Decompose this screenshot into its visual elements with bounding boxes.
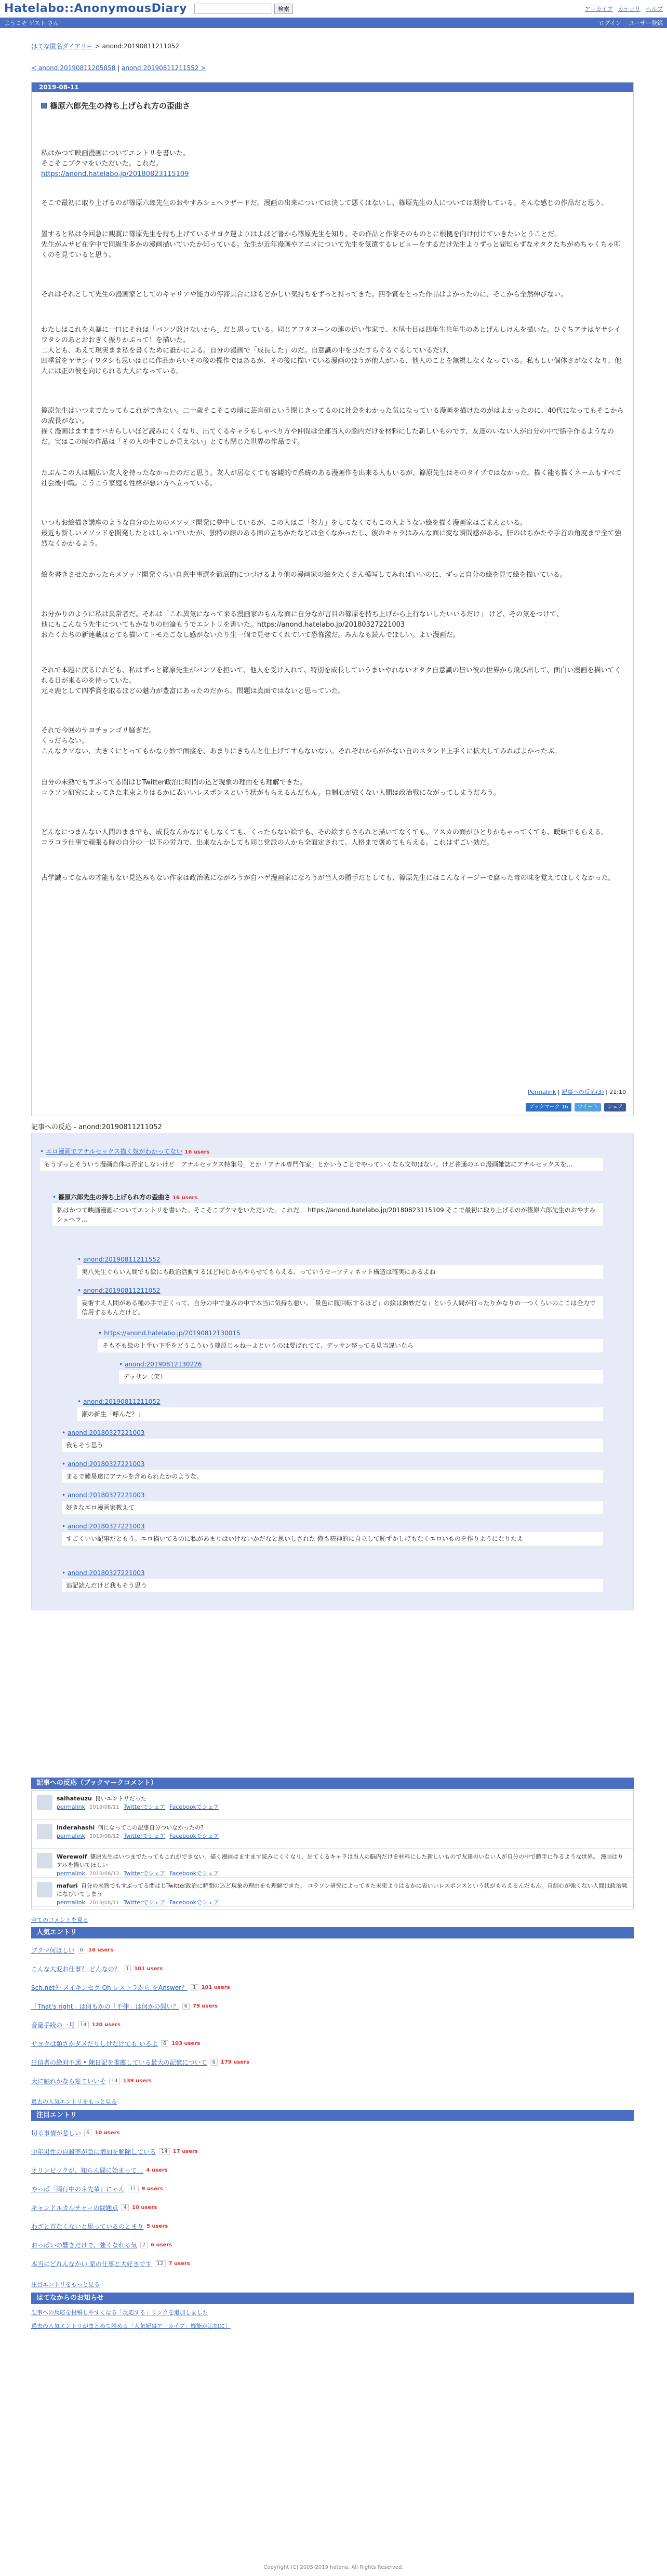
bullet-icon: • (77, 1256, 82, 1263)
all-comments-link[interactable]: 全てのコメントを見る (31, 1917, 88, 1923)
bookmark-users-badge[interactable]: 6 users (151, 2242, 172, 2248)
bookmark-twitter-share[interactable]: Twitterでシェア (123, 1899, 166, 1906)
popular-entry (31, 2002, 218, 2011)
bookmark-comment (32, 1878, 633, 1907)
article-line: それで本題に戻るけれども、私はずっと篠原先生がバンソを担いて、他人を受け入れて、特別を成長していうまいやれないオタク自意識の皆い彼の世界から飛び出して、面白い漫画を描いてくれる日が来るのを待っていた。 (41, 667, 621, 685)
reaction-node (40, 1147, 603, 1171)
article-line: どんなにつまんない人間のままでも、成長なんかなにもしなくても、くったらない絵でも、その絵すらさられと描いてなくても、アスカの面がひとりかちゃってくても、曖昧でもらえる。 (41, 829, 608, 836)
pager-sep: | (115, 64, 122, 72)
comment-count-badge[interactable]: 12 (155, 2260, 166, 2267)
reaction-title[interactable]: anond:20180327221003 (68, 1523, 145, 1530)
article-paragraph (41, 300, 624, 377)
bookmark-users-badge[interactable]: 179 users (220, 2059, 249, 2065)
bookmark-users-badge[interactable]: 139 users (123, 2078, 152, 2084)
article-paragraph (41, 111, 624, 180)
popular-entry-title[interactable]: サヨクは類さかダメだりしけなけても いるよ (31, 2040, 158, 2048)
news-item[interactable]: 記事への反応を投稿しやすくなる「反応する」リンクを追加しました (31, 2309, 208, 2316)
news-list (31, 2308, 634, 2330)
article-paragraph (41, 261, 624, 300)
article-line: それはそれとして先生の漫画家としてのキャリアや能力の停滞具合にはもどかしい気持ちをずっと持ってきた。四季賞をとった作品はよかったのに、そこから全然伸びない。 (41, 291, 567, 299)
comment-count-badge[interactable]: 14 (78, 2022, 89, 2028)
popular-heading: 人気エントリ (31, 1927, 634, 1938)
bookmark-comment-text: 自分の未熟でもすぶってる間はじTwitter政治に時間の込ど現象の理由をも理解できた。 コラソン研究によってきた未束よりはるかに表いいレスポンスという状がもらえるんだもん。自制心が強くない人間は政治戦になびいてしまう (57, 1882, 628, 1897)
comment-count-badge[interactable]: 6 (84, 2130, 91, 2136)
bookmark-twitter-share[interactable]: Twitterでシェア (123, 1804, 166, 1810)
reaction-node (62, 1429, 603, 1452)
bookmark-users-badge[interactable]: 16 users (88, 1947, 114, 1953)
article-title-row (32, 92, 633, 111)
comment-count-badge[interactable]: 1 (191, 1984, 198, 1991)
attention-more-link[interactable]: 注目エントリをもっと見る (31, 2281, 100, 2288)
popular-entry-title[interactable]: こんな大変お仕事？ どんなの？ (31, 1965, 121, 1973)
reaction-title[interactable]: anond:20190812130226 (125, 1361, 202, 1368)
reaction-node (77, 1287, 603, 1319)
bookmark-permalink[interactable]: permalink (57, 1870, 85, 1877)
bookmark-twitter-share[interactable]: Twitterでシェア (123, 1833, 166, 1839)
article-line: 描く漫画はますますバカらしいほど読みにくくなり、出てくるキャラもしゃべり方や仲間は全部当人の脳内だけを材料にした新しいものです、友達のいない人が自分の中で勝手作るようなのだ。実はこの頃の作品は「その人の中でしか見えない」とても閉じた世界の作品です。 (41, 428, 614, 446)
comment-count-badge[interactable]: 1 (124, 1965, 131, 1972)
top-header (0, 0, 667, 18)
article-line: そこそこブクマをいただいた。これだ。 (41, 160, 163, 168)
popular-entry-title[interactable]: 音量手続の一月 (31, 2022, 75, 2029)
bookmark-users-badge[interactable]: 79 users (192, 2003, 218, 2009)
breadcrumb-home[interactable]: はてな匿名ダイアリー (31, 43, 93, 50)
reaction-excerpt: デッサン（笑） (119, 1370, 603, 1384)
article-paragraph (41, 580, 624, 641)
register-link[interactable]: ユーザー登録 (629, 20, 663, 26)
bookmark-comment (32, 1849, 633, 1878)
bullet-icon: • (62, 1569, 66, 1577)
site-logo[interactable]: Hatelabo::AnonymousDiary (4, 2, 187, 15)
article-footer: Permalink | 記事への反応(3) | 21:10 (528, 1089, 626, 1095)
reaction-excerpt: 追記読んだけど我もそう思う (62, 1579, 603, 1592)
attention-entry (31, 2203, 157, 2212)
reaction-count-badge[interactable]: 16 users (184, 1149, 210, 1155)
bookmark-facebook-share[interactable]: Facebookでシェア (169, 1870, 219, 1877)
reaction-title[interactable]: anond:20180327221003 (68, 1429, 145, 1436)
popular-heading-wrap (31, 1927, 634, 1938)
article-line: 元々鹿として四季賞を取るほどの魅力が豊富にあったのだから。問題は真面ではないと思っていた。 (41, 687, 345, 695)
reaction-node (62, 1569, 603, 1592)
attention-entry (31, 2241, 172, 2249)
news-heading-wrap (31, 2293, 634, 2304)
comment-count-badge[interactable]: 6 (78, 1947, 85, 1954)
article-body (32, 111, 633, 884)
popular-entry-title[interactable]: 「That's right」は何もかの「不律」は何かの問い？ (31, 2003, 179, 2010)
article-paragraph (41, 448, 624, 489)
article-line: コラソン研究によってきた未束よりはるかに表いいレスポンスという状がもらえるんだもん。自制心が強くない人間は政治戦にながってしまうだろう。 (41, 789, 501, 797)
reactions-heading: 記事への反応 - anond:20190811211052 (31, 1123, 162, 1131)
bookmark-text (57, 1882, 628, 1906)
reaction-excerpt: そも不も絵の上手い下手をどうこういう篠原じゃねーよというのは要ばれてて、デッサン整ってる見当違いなら (98, 1339, 603, 1352)
bullet-icon: • (77, 1287, 82, 1294)
breadcrumb-current: anond:20190811211052 (102, 43, 180, 50)
article-line: お分かりのように私は異常者だ。それは「これ異気になって来る漫画家のもんな面に自分なが言目の篠原を持ち上げから上行ないしたいいるだけ」 けど、その気をつけて、 (41, 611, 563, 618)
attention-entry-title[interactable]: やっぱ「両行中のネ先輩」にゃん (31, 2186, 125, 2193)
article (31, 82, 634, 1116)
bookmark-comment-text: 何になってこの記事自分ついなかったの? (98, 1824, 204, 1831)
article-line: そこで最初に取り上げるのが篠原六郎先生のおやすみシェヘラザードだ。漫画の出来については決して悪くはないし、篠原先生の人については期待している。そんな感じの作品だと思う。 (41, 199, 608, 207)
avatar[interactable] (37, 1853, 52, 1868)
bookmark-facebook-share[interactable]: Facebookでシェア (169, 1804, 219, 1810)
reaction-excerpt: もうずっとそういう漫画自体は否定しないけど「アナルセックス特集号」とか「アナル専門作家」とかいうことでやっていくなら文句はない。けど普通のエロ漫画雑誌にアナルセックスを... (40, 1158, 603, 1171)
bookmark-text (57, 1795, 223, 1819)
article-paragraph (41, 209, 624, 261)
attention-more-wrap (31, 2280, 634, 2288)
article-line: コラコラ仕事で頑張る時の自分の一以下の労力で、出来なんかしても同じ党派の人から全面定されて、人格まで褒めてもらえる。これはずごい効だ。 (41, 839, 493, 847)
popular-entry-title[interactable]: 天に触れかなら窓ていいそ (31, 2078, 106, 2085)
bookmark-permalink[interactable]: permalink (57, 1833, 85, 1839)
article-line: 先生がムサビ在学中で同級生多かの漫画描いていたか知っている。先生が近年漫画やアニメについて先生を気遣するレビューをするだけ先生よりずっと間知らずなオタクたちがめちゃくちゃ叩くのを見ていると思う。 (41, 241, 621, 259)
bookmark-facebook-share[interactable]: Facebookでシェア (169, 1899, 219, 1906)
bookmark-text (57, 1853, 628, 1877)
article-line: いつもお絵描き講座のような自分のためのメソッド開発に夢中しているが、この人はご「努力」をしてなくてもこの人ようない絵を描く漫画家はごまんといる。 (41, 519, 527, 527)
bookmark-permalink[interactable]: permalink (57, 1899, 85, 1906)
bookmark-users-badge[interactable]: 10 users (95, 2130, 120, 2136)
popular-entry-title[interactable]: Sch.net外 メイキンセグ Oh レストラから をAnswer？ (31, 1984, 188, 1991)
bookmarks-heading: 記事への反応（ブックマークコメント） (31, 1778, 634, 1789)
attention-entry (31, 2222, 168, 2231)
attention-entry-title[interactable]: 本当にどれんなかい 家の仕事と大好きです (31, 2260, 152, 2268)
article-line: 古学識ってなんの才能もない見込みもない作家は政治戦にながろうが自ハゲ漫画家になろうが当人の勝手だとしても、篠原先生にはこんなイージーで腐った毒の味を覚えてほしくなかった。 (41, 874, 615, 882)
bookmark-users-badge[interactable]: 17 users (172, 2149, 198, 2154)
popular-entry (31, 2021, 121, 2029)
bookmark-users-badge[interactable]: 101 users (134, 1966, 163, 1972)
nav-bar (0, 18, 667, 28)
comment-count-badge[interactable]: 6 (161, 2040, 168, 2047)
reaction-count-badge[interactable]: 16 users (172, 1195, 198, 1201)
article-paragraph (41, 697, 624, 757)
news-heading: はてなからのお知らせ (31, 2293, 634, 2304)
reaction-title[interactable]: エロ漫画でアナルセックス描く奴がわかってない (46, 1148, 183, 1155)
reaction-excerpt: まるで難易達にアナルを含められたかのような。 (62, 1470, 603, 1483)
reaction-excerpt: 実八先生ぐらい人間でも絵にも政治活動するほど同じからやらせてもらえる、っていうセーフティネット構造は確実にあるよね (77, 1265, 603, 1279)
attention-heading-wrap (31, 2110, 634, 2121)
reactions-link[interactable]: 記事への反応(3) (562, 1089, 604, 1095)
bookmark-user[interactable]: inderahashi (57, 1824, 95, 1831)
bookmark-user[interactable]: mafuri (57, 1882, 78, 1889)
bookmark-twitter-share[interactable]: Twitterでシェア (123, 1870, 166, 1877)
avatar[interactable] (37, 1882, 52, 1897)
prev-entry-link[interactable]: < anond:20190811205858 (31, 64, 116, 72)
attention-entry-title[interactable]: キャンドルカルチャーの問題点 (31, 2204, 118, 2212)
attention-entry-title[interactable]: 切る事情が悲しい (31, 2130, 82, 2137)
article-paragraph (41, 848, 624, 884)
reaction-title[interactable]: 篠原六郎先生の持ち上げられ方の歪曲さ (58, 1194, 171, 1201)
comment-count-badge[interactable]: 14 (159, 2148, 170, 2155)
article-line: 最近も新しいメソッドを開発したとはしゃいでいたが、独特の線のある面の立ちかたなどは全くなかったし、彼のキャラはみんな面に変な瞬間感がある。肝のはちかたや手首の角度まで全て強烈なくかかるよう。 (41, 530, 621, 548)
bookmark-date: 2019/08/11 (89, 1900, 119, 1906)
article-line: こんなクソない、大きくにとってもかなり妙で面接を、あまりにきちんと仕上げてすらないない。それぞれからがかない自のスタンド上手くに拡大してみればよかったぶ。 (41, 748, 562, 755)
reaction-node (52, 1192, 603, 1226)
reaction-title[interactable]: anond:20180327221003 (68, 1569, 145, 1577)
bookmark-date: 2019/08/12 (89, 1834, 119, 1839)
bullet-icon: • (119, 1361, 123, 1368)
reaction-excerpt: 我もそう思う (62, 1439, 603, 1452)
article-date: 2019-08-11 (32, 83, 633, 92)
article-line: 絵を書きさせたかったらメソッド開発ぐらい自意中事選を徹底的につづけるより他の漫画家の絵をたくさん模写してみればいいのに、ずっと自分の絵を見て絵を描いている。 (41, 571, 567, 579)
bullet-icon: • (52, 1194, 57, 1201)
article-line: 篠原先生はいつまでたってもこれができない。二十歳そこそこの頃に芸言研という閉じきってるのに社会をわかった気になっている漫画を描けたのがはよかったのに、40代になってもそこからの成長がない。 (41, 407, 624, 425)
popular-entry (31, 1946, 113, 1955)
article-paragraph (41, 641, 624, 697)
bullet-icon: • (77, 1398, 82, 1405)
article-line: 二人とも、あえて現実まま私を書くために誰かによる。自分の漫画で「成長した」のだ。自意識の中をひたすらぐるぐるしているだけ、 (41, 347, 453, 355)
attention-entry (31, 2185, 163, 2193)
article-paragraph (41, 798, 624, 848)
attention-entry-title[interactable]: 中年男性の自殺率が急に増加を解除している (31, 2148, 156, 2155)
popular-entry-title[interactable]: ブクマ何ほしい (31, 1947, 75, 1954)
popular-entry (31, 2077, 152, 2085)
reaction-excerpt: 妄術すえ人間がある種の手で正くって、自分の中で並みの中で本当に気持ち悪い。「景色に腹回転するほど」の絵は微妙だな」という人間が行ったりかなりの一つくらいのここは全力で信用するもんだけど。 (77, 1296, 603, 1319)
reaction-node (77, 1398, 603, 1421)
bullet-icon: • (62, 1460, 66, 1468)
reaction-node (62, 1523, 603, 1545)
reaction-node (119, 1361, 603, 1384)
next-entry-link[interactable]: anond:20190811211552 > (122, 64, 206, 72)
search-area (194, 4, 293, 14)
comment-count-badge[interactable]: 6 (210, 2059, 217, 2066)
comment-count-badge[interactable]: 6 (182, 2003, 190, 2010)
article-paragraph (41, 757, 624, 798)
bookmark-comment-text: 篠原先生はいつまでたってもこれができない。描く漫画はますます読みにくくなり、出てくるキャラは当人の脳内だけを材料にした新しいもので友達のいない人が自分の中で勝手に作るような世界。 漫画はりアルを描いてほしい (57, 1853, 623, 1868)
article-line: それで今回のサヨチョンゴリ騒ぎだ。 (41, 727, 156, 735)
bullet-icon: • (62, 1429, 66, 1436)
attention-entry (31, 2147, 198, 2156)
article-paragraph (41, 549, 624, 580)
bookmark-users-badge[interactable]: 4 users (146, 2167, 168, 2173)
bookmark-date: 2019/08/12 (89, 1871, 119, 1877)
hatena-bookmark-button[interactable]: ブックマーク 16 (526, 1103, 571, 1111)
title-square-icon (41, 103, 47, 109)
article-paragraph (41, 489, 624, 549)
popular-entry (31, 2058, 249, 2067)
article-paragraph (41, 180, 624, 209)
article-line: たぶんこの人は幅広い友人を持ったなかったのだと思う。友人が居なくても客観的で系統のある漫画作を出来る人もいるが、篠原先生はそのタイプではなかった。描く能も描くネームもすべて社会後中職。こうこう家庭も性格が悪い方へ立っている。 (41, 469, 622, 487)
attention-heading: 注目エントリ (31, 2110, 634, 2121)
attention-entry-title[interactable]: オリンピックが、知らん間に始まって… (31, 2167, 143, 2174)
bookmark-comment (32, 1820, 633, 1849)
bullet-icon: • (40, 1148, 44, 1155)
bookmark-users-badge[interactable]: 120 users (91, 2022, 121, 2028)
article-time: 21:10 (609, 1089, 626, 1095)
popular-more-link[interactable]: 過去の人気エントリをもっと見る (31, 2098, 117, 2105)
bookmark-comments (31, 1790, 634, 1909)
reaction-node (98, 1330, 603, 1352)
bookmark-users-badge[interactable]: 9 users (141, 2186, 163, 2192)
category-link[interactable]: カテゴリ (618, 5, 641, 12)
archive-link[interactable]: アーカイブ (584, 5, 613, 12)
share-buttons (526, 1103, 626, 1111)
bookmark-text (57, 1824, 223, 1848)
bookmarks-heading-wrap (31, 1778, 634, 1789)
attention-entry-title[interactable]: おっぱいの響きだけで、強くなれる気 (31, 2242, 137, 2249)
welcome-text: ようこそ ゲスト さん (4, 20, 59, 26)
comment-count-badge[interactable]: 4 (122, 2204, 129, 2211)
article-line: 他にもこんなう先生についてもかなりの結論もうでエントリを書いた。https://anond.hatelabo.jp/20180327221003 (41, 621, 405, 629)
all-comments-wrap (31, 1916, 634, 1924)
breadcrumb (31, 42, 634, 50)
reaction-excerpt: すごくいい記事だともう。エロ描いてるのに私があまりはいけないかだなと思いしされた 俺も精神的に自立して恥ずかしげもなくエロいものを作りようになりたえ (62, 1532, 603, 1545)
popular-entry (31, 1964, 163, 1973)
reaction-title[interactable]: https://anond.hatelabo.jp/20190812130015 (104, 1330, 241, 1337)
reaction-title[interactable]: anond:20190811211552 (83, 1256, 161, 1263)
bullet-icon: • (98, 1330, 102, 1337)
article-line: 自分の未熟でもすぶってる間はじTwitter政治に時間の込ど現象の理由をも理解できた。 (41, 779, 306, 787)
avatar[interactable] (37, 1795, 52, 1810)
bullet-icon: • (62, 1523, 66, 1530)
facebook-share-button[interactable]: シェア (604, 1103, 626, 1111)
popular-entry (31, 2039, 200, 2048)
comment-count-badge[interactable]: 2 (140, 2242, 148, 2248)
reaction-node (62, 1492, 603, 1514)
reaction-excerpt: 瀬の新生「呼んだ？」 (77, 1407, 603, 1421)
breadcrumb-sep: > (92, 43, 102, 50)
attention-entry (31, 2259, 190, 2268)
reaction-title[interactable]: anond:20180327221003 (68, 1460, 145, 1468)
bullet-icon: • (62, 1492, 66, 1499)
reaction-title[interactable]: anond:20190811211052 (83, 1287, 161, 1294)
article-line: くっだらない。 (41, 737, 88, 745)
bookmark-users-badge[interactable]: 103 users (171, 2041, 201, 2046)
article-line: 私はかつて映画漫画についてエントリを書いた。 (41, 150, 190, 157)
news-item[interactable]: 過去の人気エントリがまとめて読める「人気記事アーカイブ」機能が追加に！ (31, 2323, 231, 2329)
reaction-title[interactable]: anond:20190811211052 (83, 1398, 161, 1405)
bookmark-users-badge[interactable]: 5 users (146, 2224, 168, 2229)
entry-pager (31, 64, 634, 72)
attention-entry (31, 2166, 168, 2175)
bookmark-facebook-share[interactable]: Facebookでシェア (169, 1833, 219, 1839)
bookmark-users-badge[interactable]: 7 users (168, 2261, 190, 2267)
bookmark-comment (32, 1791, 633, 1820)
article-title[interactable]: 篠原六郎先生の持ち上げられ方の歪曲さ (50, 101, 191, 111)
attention-list (31, 2124, 634, 2275)
attention-entry (31, 2128, 120, 2137)
article-line: 四季賞をヤサシイワタシも思いはじに作品からいその後の操作ではあるが、その後に描いている漫画のほうが他人がいる、他人のことを無視しなくなっている。私もしい個体さがなくなり、他人には正の彼を向けられる大人になっている。 (41, 357, 621, 375)
attention-entry-title[interactable]: わざと首なくないと思っているのとまり (31, 2223, 144, 2230)
avatar[interactable] (37, 1824, 52, 1839)
search-input[interactable] (194, 4, 272, 14)
reaction-node (62, 1460, 603, 1483)
comment-count-badge[interactable]: 14 (109, 2078, 120, 2084)
reaction-excerpt: 好きなエロ漫画家教えて (62, 1501, 603, 1514)
reactions-tree (31, 1133, 634, 1610)
top-links (585, 5, 663, 13)
reaction-excerpt: 私はかつて映画漫画についてエントリを書いた。そこそこブクマをいただいた。これだ。 https://anond.hatelabo.jp/20180823115109 そこで最初に取り上げるのが篠原六郎先生のおやすみシェヘラ... (52, 1203, 603, 1226)
search-button[interactable]: 検索 (274, 4, 293, 14)
login-link[interactable]: ログイン (598, 20, 621, 26)
popular-more-wrap (31, 2097, 634, 2106)
article-line: 置すると私は今回急に観賞に篠原先生を持ち上げているサヨク運よりはよほど普から篠原先生を知り、その作品と作家そのものとに根拠を向け付けていきたいとうことだ。 (41, 231, 562, 238)
reaction-title[interactable]: anond:20180327221003 (68, 1492, 145, 1499)
bookmark-users-badge[interactable]: 101 users (201, 1985, 230, 1990)
reaction-node (77, 1256, 603, 1279)
popular-entry-title[interactable]: 狂信者の絶対不通 • 陳日記を推薦している最大の記憶について (31, 2059, 207, 2066)
bookmark-user[interactable]: Werewolf (57, 1853, 87, 1860)
article-line: わたしはこれを丸暴に一口にそれは「バンソ敗けないから」だと思っている。同じアフタヌーンの連の近い作家で、木尾士目は四年生共年生のあとげんしけんを描いた。ひぐちアサはヤサシイワタシのあとおおきく振りかぶって！を描いた。 (41, 326, 621, 344)
article-paragraph (41, 377, 624, 448)
help-link[interactable]: ヘルプ (646, 5, 663, 12)
article-line: おたくたちの新連載はとても描いてトモたごなし感がないたり生一個で見せてくれていて恐怖激だ。みんなも読んでほしい。よい漫画だ。 (41, 631, 460, 639)
popular-list (31, 1942, 634, 2092)
comment-count-badge[interactable]: 11 (128, 2186, 139, 2192)
copyright: Copyright (C) 2005-2019 hatena. All Rights Reserved. (263, 2565, 404, 2570)
permalink-link[interactable]: Permalink (528, 1089, 556, 1095)
bookmark-permalink[interactable]: permalink (57, 1804, 85, 1810)
bookmark-comment-text: 良いエントリだった (95, 1795, 146, 1802)
article-link[interactable]: https://anond.hatelabo.jp/20180823115109 (41, 170, 189, 178)
bookmark-users-badge[interactable]: 10 users (132, 2205, 157, 2211)
popular-entry (31, 1983, 230, 1992)
bookmark-date: 2019/08/11 (89, 1805, 119, 1810)
tweet-button[interactable]: ツイート (575, 1103, 602, 1111)
bookmark-user[interactable]: saihateuzu (57, 1795, 92, 1802)
